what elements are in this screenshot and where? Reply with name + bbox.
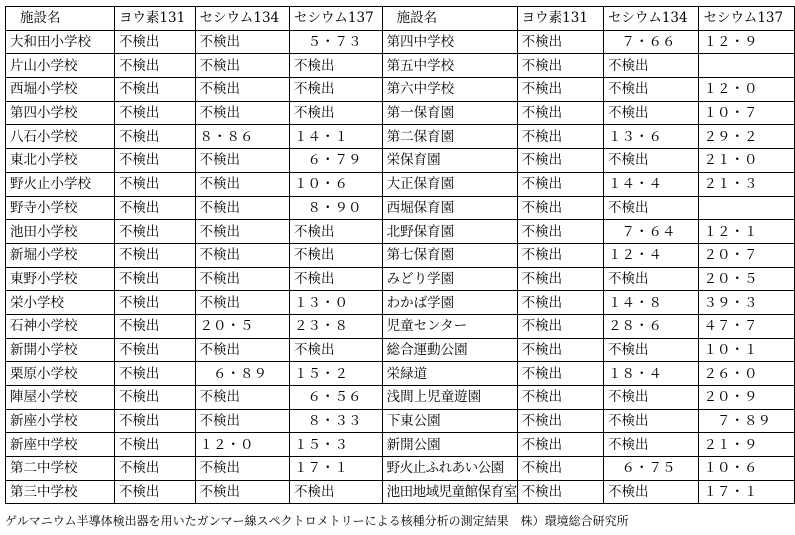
measurement-cell: １３・０ <box>290 291 383 315</box>
facility-name-cell: 八石小学校 <box>6 125 115 149</box>
table-row <box>6 30 795 54</box>
column-header: セシウム137 <box>699 7 795 31</box>
measurement-cell: 不検出 <box>114 457 195 481</box>
measurement-cell: ６・８９ <box>195 362 290 386</box>
measurement-cell: 不検出 <box>517 220 603 244</box>
facility-name-cell: 第七保育園 <box>382 243 517 267</box>
table-row <box>6 291 795 315</box>
measurement-cell: ２９・２ <box>699 125 795 149</box>
facility-name-cell: 西堀小学校 <box>6 78 115 102</box>
measurement-cell: １８・４ <box>603 362 699 386</box>
measurement-cell: 不検出 <box>114 291 195 315</box>
table-row <box>6 243 795 267</box>
measurement-cell: 不検出 <box>195 101 290 125</box>
table-row <box>6 149 795 173</box>
facility-name-cell: 東野小学校 <box>6 267 115 291</box>
measurement-cell: １７・１ <box>290 457 383 481</box>
measurement-cell: 不検出 <box>114 243 195 267</box>
measurement-cell: ６・７９ <box>290 149 383 173</box>
measurement-cell: 不検出 <box>195 386 290 410</box>
column-header: セシウム137 <box>290 7 383 31</box>
column-header: ヨウ素131 <box>114 7 195 31</box>
measurement-cell: 不検出 <box>195 172 290 196</box>
measurement-cell: 不検出 <box>517 362 603 386</box>
measurement-cell: ８・３３ <box>290 409 383 433</box>
table-row <box>6 480 795 504</box>
measurement-cell: １５・３ <box>290 433 383 457</box>
measurement-cell: １４・１ <box>290 125 383 149</box>
facility-name-cell: 第一保育園 <box>382 101 517 125</box>
facility-name-cell: 下東公園 <box>382 409 517 433</box>
measurement-cell <box>699 54 795 78</box>
facility-name-cell: 陣屋小学校 <box>6 386 115 410</box>
measurement-cell: 不検出 <box>517 125 603 149</box>
facility-name-cell: 第二中学校 <box>6 457 115 481</box>
measurement-cell: 不検出 <box>195 409 290 433</box>
table-row <box>6 78 795 102</box>
facility-name-cell: 第四中学校 <box>382 30 517 54</box>
measurement-cell: 不検出 <box>517 338 603 362</box>
measurement-cell: 不検出 <box>114 149 195 173</box>
measurement-cell: 不検出 <box>114 480 195 504</box>
column-header: セシウム134 <box>195 7 290 31</box>
measurement-cell: 不検出 <box>517 101 603 125</box>
measurement-cell: 不検出 <box>603 338 699 362</box>
measurement-cell: １３・６ <box>603 125 699 149</box>
measurement-cell: １７・１ <box>699 480 795 504</box>
facility-name-cell: 新開公園 <box>382 433 517 457</box>
measurement-cell: １２・９ <box>699 30 795 54</box>
measurement-cell: 不検出 <box>114 433 195 457</box>
table-row <box>6 338 795 362</box>
measurement-cell: 不検出 <box>114 125 195 149</box>
measurement-cell: 不検出 <box>114 338 195 362</box>
measurement-cell: 不検出 <box>517 409 603 433</box>
measurement-cell: ８・８６ <box>195 125 290 149</box>
measurement-cell: 不検出 <box>290 338 383 362</box>
table-row <box>6 125 795 149</box>
table-row <box>6 220 795 244</box>
measurement-cell: ８・９０ <box>290 196 383 220</box>
measurement-cell: １０・６ <box>290 172 383 196</box>
table-row <box>6 101 795 125</box>
header-row <box>6 7 795 31</box>
measurement-cell: 不検出 <box>603 480 699 504</box>
facility-name-cell: 野火止ふれあい公園 <box>382 457 517 481</box>
facility-name-cell: わかば学園 <box>382 291 517 315</box>
measurement-cell: 不検出 <box>603 267 699 291</box>
measurement-cell: 不検出 <box>290 78 383 102</box>
measurement-cell: １５・２ <box>290 362 383 386</box>
measurement-cell: 不検出 <box>603 196 699 220</box>
measurement-cell: ７・８９ <box>699 409 795 433</box>
table-row <box>6 172 795 196</box>
facility-name-cell: 西堀保育園 <box>382 196 517 220</box>
measurement-cell: ２８・６ <box>603 314 699 338</box>
table-row <box>6 433 795 457</box>
measurement-cell: １２・０ <box>195 433 290 457</box>
measurement-cell: 不検出 <box>195 243 290 267</box>
measurement-cell: 不検出 <box>195 457 290 481</box>
column-header: セシウム134 <box>603 7 699 31</box>
measurement-cell: 不検出 <box>517 433 603 457</box>
facility-name-cell: 栄保育園 <box>382 149 517 173</box>
measurement-cell: ４７・７ <box>699 314 795 338</box>
measurement-cell: ３９・３ <box>699 291 795 315</box>
results-table <box>5 6 795 504</box>
measurement-cell: 不検出 <box>603 433 699 457</box>
facility-name-cell: 総合運動公園 <box>382 338 517 362</box>
measurement-cell: １４・４ <box>603 172 699 196</box>
measurement-cell: ２１・９ <box>699 433 795 457</box>
measurement-cell: 不検出 <box>114 101 195 125</box>
measurement-cell: 不検出 <box>603 54 699 78</box>
measurement-cell: 不検出 <box>603 149 699 173</box>
measurement-cell: ６・７５ <box>603 457 699 481</box>
measurement-cell: 不検出 <box>290 220 383 244</box>
measurement-cell: 不検出 <box>114 54 195 78</box>
measurement-cell: １０・７ <box>699 101 795 125</box>
measurement-cell: ２１・０ <box>699 149 795 173</box>
measurement-cell: 不検出 <box>517 78 603 102</box>
measurement-cell: １０・６ <box>699 457 795 481</box>
measurement-cell: 不検出 <box>195 338 290 362</box>
table-body <box>6 30 795 504</box>
column-header: ヨウ素131 <box>517 7 603 31</box>
measurement-cell: 不検出 <box>195 291 290 315</box>
facility-name-cell: 新開小学校 <box>6 338 115 362</box>
measurement-cell: ２０・５ <box>699 267 795 291</box>
facility-name-cell: 東北小学校 <box>6 149 115 173</box>
measurement-cell: 不検出 <box>517 54 603 78</box>
measurement-cell: 不検出 <box>114 409 195 433</box>
facility-name-cell: 大和田小学校 <box>6 30 115 54</box>
facility-name-cell: 新座中学校 <box>6 433 115 457</box>
measurement-cell: １２・０ <box>699 78 795 102</box>
table-row <box>6 54 795 78</box>
facility-name-cell: 栄小学校 <box>6 291 115 315</box>
column-header: 施設名 <box>382 7 517 31</box>
facility-name-cell: 片山小学校 <box>6 54 115 78</box>
table-row <box>6 362 795 386</box>
column-header: 施設名 <box>6 7 115 31</box>
measurement-cell: 不検出 <box>290 480 383 504</box>
measurement-cell: 不検出 <box>517 267 603 291</box>
measurement-cell: 不検出 <box>517 196 603 220</box>
measurement-cell: 不検出 <box>114 172 195 196</box>
table-row <box>6 267 795 291</box>
table-row <box>6 386 795 410</box>
measurement-cell: 不検出 <box>195 54 290 78</box>
measurement-cell: 不検出 <box>603 78 699 102</box>
measurement-cell: 不検出 <box>603 386 699 410</box>
measurement-cell: 不検出 <box>114 386 195 410</box>
facility-name-cell: 池田地域児童館保育室 <box>382 480 517 504</box>
measurement-cell: 不検出 <box>290 101 383 125</box>
measurement-cell: 不検出 <box>114 267 195 291</box>
measurement-cell: １４・８ <box>603 291 699 315</box>
measurement-cell: 不検出 <box>517 30 603 54</box>
facility-name-cell: 野火止小学校 <box>6 172 115 196</box>
facility-name-cell: 北野保育園 <box>382 220 517 244</box>
measurement-cell: ２１・３ <box>699 172 795 196</box>
measurement-cell: 不検出 <box>195 196 290 220</box>
measurement-cell: 不検出 <box>517 172 603 196</box>
measurement-cell: 不検出 <box>290 54 383 78</box>
facility-name-cell: 第三中学校 <box>6 480 115 504</box>
facility-name-cell: 浅間上児童遊園 <box>382 386 517 410</box>
facility-name-cell: 新座小学校 <box>6 409 115 433</box>
measurement-cell: 不検出 <box>517 243 603 267</box>
measurement-cell: ２６・０ <box>699 362 795 386</box>
measurement-cell: ５・７３ <box>290 30 383 54</box>
measurement-cell: １２・４ <box>603 243 699 267</box>
facility-name-cell: 第六中学校 <box>382 78 517 102</box>
facility-name-cell: 栄緑道 <box>382 362 517 386</box>
measurement-cell: 不検出 <box>517 149 603 173</box>
measurement-cell: 不検出 <box>517 291 603 315</box>
measurement-cell <box>699 196 795 220</box>
measurement-cell: 不検出 <box>195 149 290 173</box>
facility-name-cell: 児童センター <box>382 314 517 338</box>
measurement-cell: 不検出 <box>290 267 383 291</box>
measurement-cell: 不検出 <box>195 267 290 291</box>
facility-name-cell: みどり学園 <box>382 267 517 291</box>
table-row <box>6 457 795 481</box>
measurement-cell: 不検出 <box>114 362 195 386</box>
facility-name-cell: 新堀小学校 <box>6 243 115 267</box>
table-row <box>6 409 795 433</box>
measurement-cell: 不検出 <box>114 196 195 220</box>
facility-name-cell: 野寺小学校 <box>6 196 115 220</box>
measurement-cell: 不検出 <box>195 220 290 244</box>
facility-name-cell: 第四小学校 <box>6 101 115 125</box>
measurement-cell: 不検出 <box>195 30 290 54</box>
measurement-cell: １２・１ <box>699 220 795 244</box>
measurement-cell: ２０・９ <box>699 386 795 410</box>
measurement-cell: 不検出 <box>114 220 195 244</box>
table-row <box>6 314 795 338</box>
measurement-cell: 不検出 <box>603 409 699 433</box>
measurement-cell: 不検出 <box>114 30 195 54</box>
measurement-cell: 不検出 <box>114 78 195 102</box>
measurement-cell: 不検出 <box>517 314 603 338</box>
measurement-cell: 不検出 <box>195 78 290 102</box>
measurement-cell: 不検出 <box>114 314 195 338</box>
measurement-cell: 不検出 <box>603 101 699 125</box>
facility-name-cell: 池田小学校 <box>6 220 115 244</box>
measurement-cell: ７・６６ <box>603 30 699 54</box>
measurement-cell: ２０・５ <box>195 314 290 338</box>
measurement-cell: １０・１ <box>699 338 795 362</box>
measurement-cell: 不検出 <box>517 457 603 481</box>
measurement-cell: ７・６４ <box>603 220 699 244</box>
measurement-cell: ２３・８ <box>290 314 383 338</box>
facility-name-cell: 大正保育園 <box>382 172 517 196</box>
facility-name-cell: 栗原小学校 <box>6 362 115 386</box>
measurement-cell: 不検出 <box>517 480 603 504</box>
measurement-cell: ６・５６ <box>290 386 383 410</box>
table-row <box>6 196 795 220</box>
facility-name-cell: 石神小学校 <box>6 314 115 338</box>
measurement-cell: 不検出 <box>517 386 603 410</box>
measurement-cell: 不検出 <box>195 480 290 504</box>
measurement-cell: ２０・７ <box>699 243 795 267</box>
footer-note: ゲルマニウム半導体検出器を用いたガンマー線スペクトロメトリーによる核種分析の測定結果 株）環境総合研究所 <box>5 514 629 528</box>
facility-name-cell: 第五中学校 <box>382 54 517 78</box>
measurement-cell: 不検出 <box>290 243 383 267</box>
facility-name-cell: 第二保育園 <box>382 125 517 149</box>
